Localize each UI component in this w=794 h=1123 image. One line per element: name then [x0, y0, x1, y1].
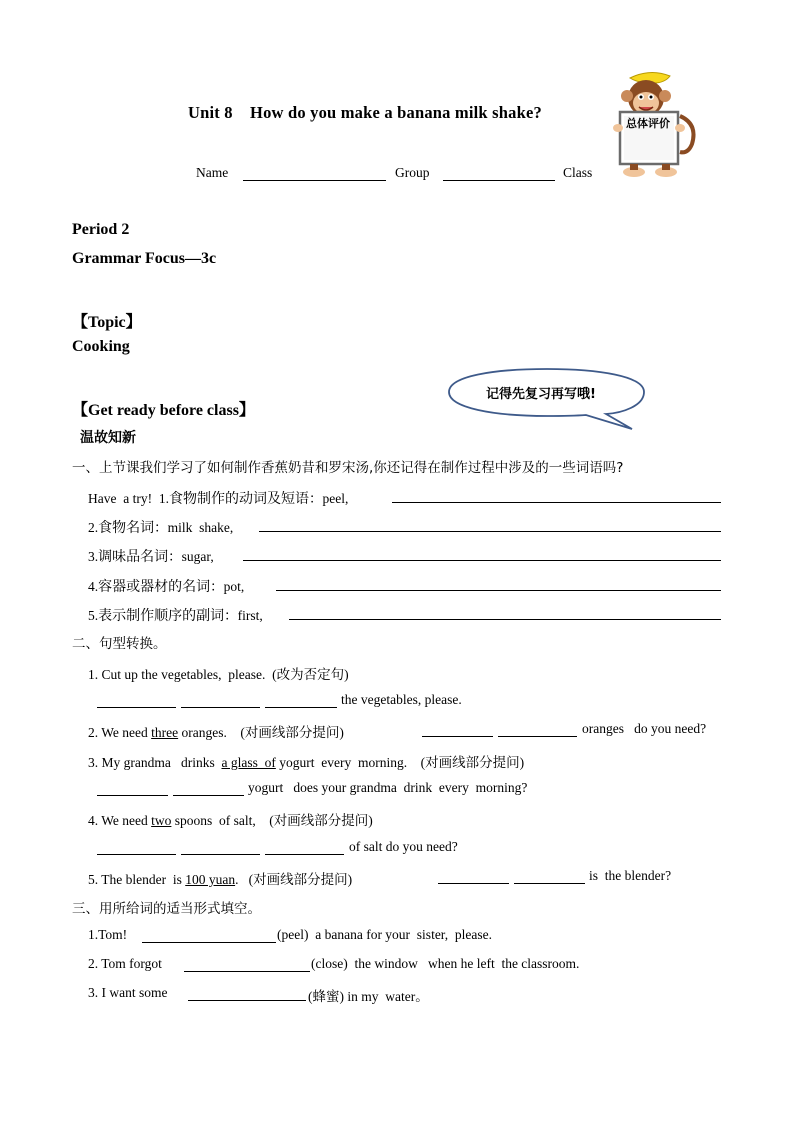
s2-q5-b: . (对画线部分提问): [235, 872, 353, 887]
s2-q2-underlined: three: [151, 725, 179, 740]
s1-item-5-cn: 表示制作顺序的副词: [98, 608, 225, 624]
s1-item-5: [88, 604, 263, 625]
s3-item-2-a: 2. Tom forgot: [88, 956, 162, 971]
class-label: Class: [563, 165, 593, 180]
topic-heading: 【Topic】: [72, 314, 142, 331]
s1-item-4-prefix: 4.: [88, 579, 99, 594]
s2-q4-tail: of salt do you need?: [349, 839, 458, 854]
s2-q1: 1. Cut up the vegetables, please. (改为否定句): [88, 667, 349, 682]
s1-item-2-tail: ：milk shake,: [154, 520, 234, 535]
s1-item-2: [88, 516, 233, 537]
group-field[interactable]: [443, 180, 555, 181]
s2-q3-blank-1[interactable]: [97, 795, 168, 796]
s1-item-5-field[interactable]: [289, 619, 721, 620]
s2-q2-tail: oranges do you need?: [582, 721, 707, 736]
s1-item-4-field[interactable]: [276, 590, 721, 591]
s2-q4-underlined: two: [151, 813, 172, 828]
get-ready-heading: 【Get ready before class】: [72, 402, 255, 419]
section3-heading: 三、用所给词的适当形式填空。: [72, 901, 261, 917]
s2-q4-blank-3[interactable]: [265, 854, 344, 855]
s2-q4-a: 4. We need: [88, 813, 152, 828]
s1-item-4-tail: ：pot,: [210, 579, 245, 594]
s1-item-3-tail: ：sugar,: [168, 549, 214, 564]
s2-q1-blank-3[interactable]: [265, 707, 337, 708]
s3-item-3-blank[interactable]: [188, 1000, 306, 1001]
s1-item-1-cn: 食物制作的动词及短语: [168, 491, 309, 507]
s2-q5: [88, 868, 352, 888]
s2-q2-b: oranges. (对画线部分提问): [178, 725, 344, 740]
s1-item-3-field[interactable]: [243, 560, 721, 561]
s2-q5-tail: is the blender?: [589, 868, 672, 883]
s1-item-4-cn: 容器或器材的名词: [98, 579, 211, 595]
name-label: Name: [196, 165, 229, 180]
s2-q4-blank-1[interactable]: [97, 854, 176, 855]
s3-item-2-blank[interactable]: [184, 971, 310, 972]
s2-q3-tail: yogurt does your grandma drink every morning?: [248, 780, 528, 795]
s2-q2-blank-1[interactable]: [422, 736, 493, 737]
s1-item-3-cn: 调味品名词: [98, 549, 169, 565]
s2-q5-a: 5. The blender is: [88, 872, 186, 887]
name-field[interactable]: [243, 180, 386, 181]
s1-item-3-prefix: 3.: [88, 549, 99, 564]
s3-item-3-b: (蜂蜜) in my water。: [308, 989, 429, 1004]
section1-heading: 一、上节课我们学习了如何制作香蕉奶昔和罗宋汤,你还记得在制作过程中涉及的一些词语吗?: [72, 460, 624, 476]
s2-q3-blank-2[interactable]: [173, 795, 244, 796]
s2-q2-a: 2. We need: [88, 725, 152, 740]
period-label: Period 2: [72, 221, 130, 238]
topic-value: Cooking: [72, 338, 130, 355]
group-label: Group: [395, 165, 430, 180]
s2-q3-underlined: a glass of: [221, 755, 276, 770]
s2-q2-blank-2[interactable]: [498, 736, 577, 737]
s1-item-2-field[interactable]: [259, 531, 721, 532]
s3-item-3-a: 3. I want some: [88, 985, 168, 1000]
speech-bubble-text: 记得先复习再写哦!: [486, 387, 596, 402]
s3-item-1-b: (peel) a banana for your sister, please.: [277, 927, 492, 942]
s2-q1-answer-tail: the vegetables, please.: [341, 692, 462, 707]
s1-item-1-field[interactable]: [392, 502, 721, 503]
s1-item-2-cn: 食物名词: [98, 520, 155, 536]
page-title: Unit 8 How do you make a banana milk shake?: [188, 103, 542, 122]
evaluation-badge: 总体评价: [626, 117, 670, 130]
section2-heading: 二、句型转换。: [72, 636, 167, 652]
s1-item-5-tail: ：first,: [224, 608, 263, 623]
s2-q5-underlined: 100 yuan: [185, 872, 236, 887]
s2-q2: [88, 721, 344, 741]
s2-q3: [88, 751, 524, 771]
grammar-focus-label: Grammar Focus—3c: [72, 250, 217, 267]
review-heading: 温故知新: [80, 430, 136, 446]
s1-item-2-prefix: 2.: [88, 520, 99, 535]
s2-q1-blank-2[interactable]: [181, 707, 260, 708]
s3-item-1-a: 1.Tom!: [88, 927, 128, 942]
s2-q5-blank-1[interactable]: [438, 883, 509, 884]
s2-q4-b: spoons of salt, (对画线部分提问): [171, 813, 373, 828]
s2-q1-blank-1[interactable]: [97, 707, 176, 708]
s3-item-2-b: (close) the window when he left the classroom.: [311, 956, 580, 971]
s1-item-4: [88, 575, 244, 596]
s2-q5-blank-2[interactable]: [514, 883, 585, 884]
s2-q4: [88, 809, 373, 829]
s2-q3-b: yogurt every morning. (对画线部分提问): [275, 755, 525, 770]
s3-item-1-blank[interactable]: [142, 942, 276, 943]
s1-item-3: [88, 545, 214, 566]
s1-item-1-prefix: Have a try! 1.: [88, 491, 169, 506]
s2-q4-blank-2[interactable]: [181, 854, 260, 855]
s2-q3-a: 3. My grandma drinks: [88, 755, 222, 770]
s1-item-1-tail: ：peel,: [308, 491, 349, 506]
s1-item-1: [88, 487, 348, 508]
s1-item-5-prefix: 5.: [88, 608, 99, 623]
